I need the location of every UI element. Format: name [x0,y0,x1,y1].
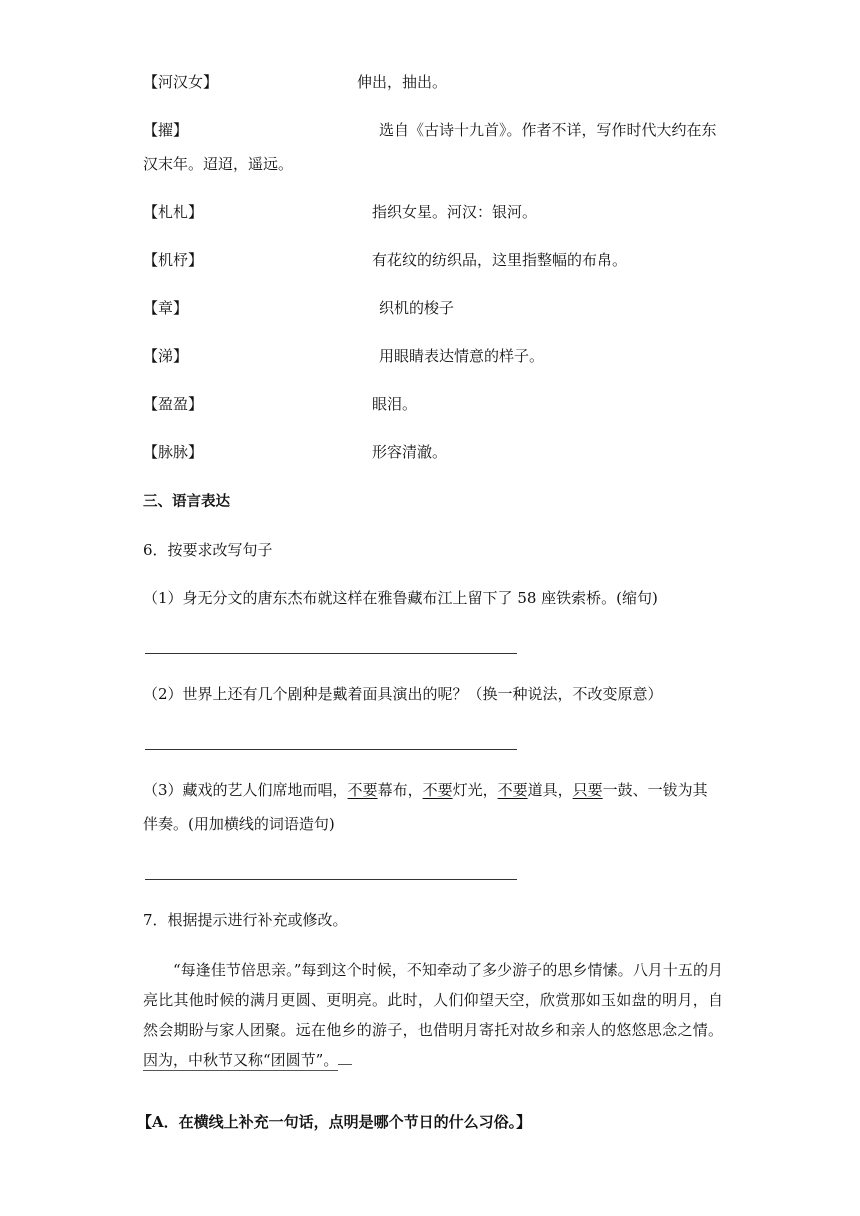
glossary-definition: 用眼睛表达情意的样子。 [379,347,545,365]
glossary-continuation: 汉末年。迢迢，遥远。 [143,155,294,173]
glossary-term: 【札札】 [143,203,204,221]
item-3-text: 幕布， [377,781,423,799]
glossary-definition: 伸出，抽出。 [357,73,448,91]
glossary-row [143,72,448,92]
glossary-row [143,346,545,366]
question-7-title: 7．根据提示进行补充或修改。 [143,911,348,929]
glossary-term: 【盈盈】 [143,395,204,413]
underlined-word: 不要 [422,781,453,799]
glossary-definition: 有花纹的纺织品，这里指整幅的布帛。 [372,251,628,269]
glossary-row [143,202,538,222]
question-6-item-1: （1）身无分文的唐东杰布就这样在雅鲁藏布江上留下了 58 座铁索桥。(缩句) [143,589,658,607]
item-3-text: 灯光， [452,781,498,799]
underlined-word: 不要 [497,781,528,799]
glossary-term: 【河汉女】 [143,73,219,91]
item-3-text: 道具， [527,781,573,799]
glossary-definition: 织机的梭子 [379,299,455,317]
paragraph-text: “每逢佳节倍思亲。”每到这个时候，不知牵动了多少游子的思乡情愫。八月十五的月亮比其他时候的满月更圆、更明亮。此时，人们仰望天空，欣赏那如玉如盘的明月，自然会期盼与家人团聚。远在他乡的游子，也借明月寄托对故乡和亲人的悠悠思念之情。 [143,961,723,1039]
glossary-term: 【脉脉】 [143,443,204,461]
glossary-row [143,442,448,462]
glossary-definition: 指织女星。河汉：银河。 [372,203,538,221]
answer-line[interactable] [145,653,517,654]
underlined-sentence: 因为，中秋节又称“团圆节”。 [143,1051,339,1069]
underlined-word: 只要 [572,781,603,799]
glossary-row [143,250,628,270]
question-7-note-a: 【A．在横线上补充一句话，点明是哪个节日的什么习俗。】 [137,1113,532,1131]
item-3-prefix: （3）藏戏的艺人们席地而唱， [143,781,348,799]
item-3-text: 一鼓、一钹为其 [602,781,708,799]
question-6-title: 6．按要求改写句子 [143,541,273,559]
glossary-row [143,120,717,140]
section-heading: 三、语言表达 [143,494,230,510]
answer-line[interactable] [145,749,517,750]
question-6-item-3 [143,780,708,800]
question-6-item-2: （2）世界上还有几个剧种是戴着面具演出的呢？（换一种说法，不改变原意） [143,685,663,703]
underlined-word: 不要 [347,781,378,799]
glossary-definition: 形容清澈。 [372,443,448,461]
underline-tail [338,1064,352,1065]
glossary-row [143,394,418,414]
glossary-row [143,298,455,318]
glossary-term: 【涕】 [143,347,189,365]
glossary-definition: 眼泪。 [372,395,418,413]
glossary-term: 【机杼】 [143,251,204,269]
answer-line[interactable] [145,879,517,880]
question-7-paragraph [143,955,723,1075]
glossary-term: 【擢】 [143,121,189,139]
glossary-term: 【章】 [143,299,189,317]
question-6-item-3-line-2: 伴奏。(用加横线的词语造句) [143,815,335,833]
glossary-definition: 选自《古诗十九首》。作者不详，写作时代大约在东 [379,121,717,139]
